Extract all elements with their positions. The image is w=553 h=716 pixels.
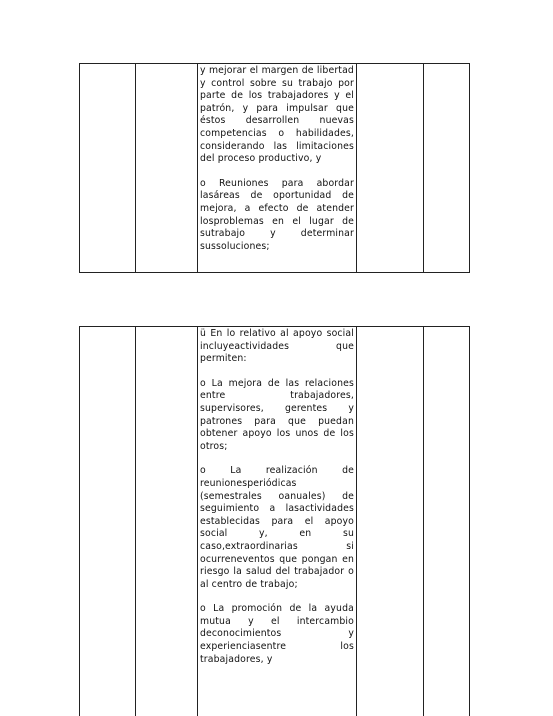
table-fragment-bottom <box>79 326 470 716</box>
text-cell <box>200 65 354 253</box>
paragraph: ü En lo relativo al apoyo social incluyeactividades que permiten: <box>200 328 354 365</box>
text-cell <box>200 328 354 666</box>
column-divider <box>135 64 136 272</box>
column-divider <box>423 64 424 272</box>
column-divider <box>79 327 80 716</box>
column-divider <box>469 327 470 716</box>
column-divider <box>135 327 136 716</box>
column-divider <box>469 64 470 272</box>
table-fragment-top <box>79 63 470 273</box>
column-divider <box>197 327 198 716</box>
column-divider <box>197 64 198 272</box>
column-divider <box>356 64 357 272</box>
paragraph: o La mejora de las relaciones entre trabajadores, supervisores, gerentes y patrones para que puedan obtener apoyo los unos de los otros; <box>200 377 354 452</box>
paragraph: o La promoción de la ayuda mutua y el intercambio deconocimientos y experienciasentre los trabajadores, y <box>200 603 354 665</box>
column-divider <box>356 327 357 716</box>
column-divider <box>79 64 80 272</box>
column-divider <box>423 327 424 716</box>
paragraph: o La realización de reunionesperiódicas (semestrales oanuales) de seguimiento a lasactividades establecidas para el apoyo social y, en su caso,extraordinarias si ocurreneventos que pongan en riesgo la salud del trabajador o al centro de trabajo; <box>200 465 354 590</box>
paragraph: o Reuniones para abordar lasáreas de oportunidad de mejora, a efecto de atender losproblemas en el lugar de sutrabajo y determinar sussoluciones; <box>200 177 354 252</box>
paragraph: y mejorar el margen de libertad y control sobre su trabajo por parte de los trabajadores y el patrón, y para impulsar que éstos desarrollen nuevas competencias o habilidades, considerando las limitaciones del proceso productivo, y <box>200 65 354 165</box>
